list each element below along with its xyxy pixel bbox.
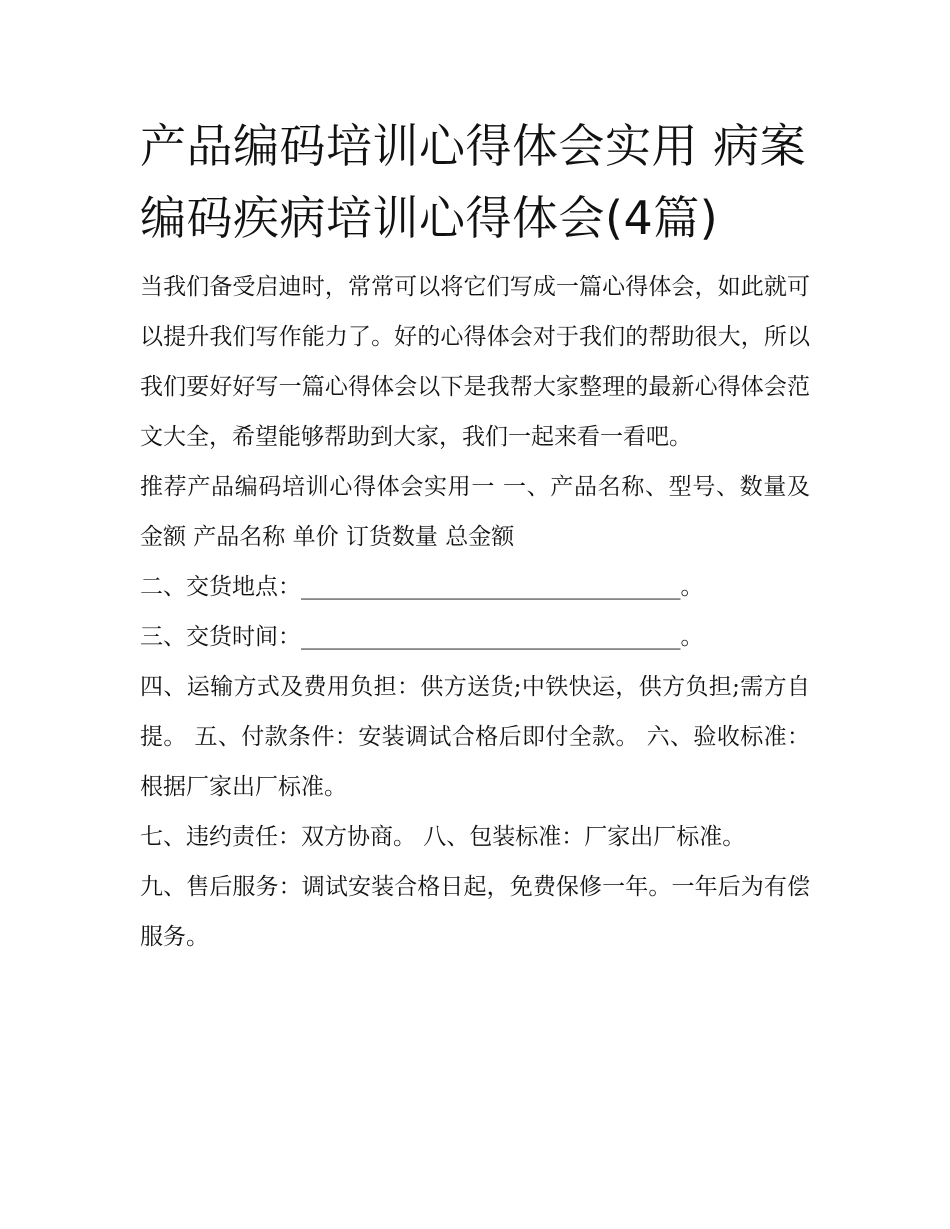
delivery-location-paragraph: 二、交货地点：_________________________________。 xyxy=(140,574,704,600)
document-title: 产品编码培训心得体会实用 病案编码疾病培训心得体会(4篇) xyxy=(140,119,807,245)
transport-payment-paragraph: 四、运输方式及费用负担：供方送货;中铁快运，供方负担;需方自提。 五、付款条件：安装调试合格后即付全款。 六、验收标准：根据厂家出厂标准。 xyxy=(140,674,810,800)
delivery-time-paragraph: 三、交货时间：_________________________________。 xyxy=(140,624,704,650)
intro-paragraph: 当我们备受启迪时，常常可以将它们写成一篇心得体会，如此就可以提升我们写作能力了。好的心得体会对于我们的帮助很大，所以我们要好好写一篇心得体会以下是我帮大家整理的最新心得体会范文大全，希望能够帮助到大家，我们一起来看一看吧。 xyxy=(140,274,810,450)
liability-packaging-paragraph: 七、违约责任：双方协商。 八、包装标准：厂家出厂标准。 xyxy=(140,824,746,850)
document-page xyxy=(140,110,810,962)
after-sales-paragraph: 九、售后服务：调试安装合格日起，免费保修一年。一年后为有偿服务。 xyxy=(140,874,810,950)
product-paragraph: 推荐产品编码培训心得体会实用一 一、产品名称、型号、数量及金额 产品名称 单价 订货数量 总金额 xyxy=(140,474,810,550)
